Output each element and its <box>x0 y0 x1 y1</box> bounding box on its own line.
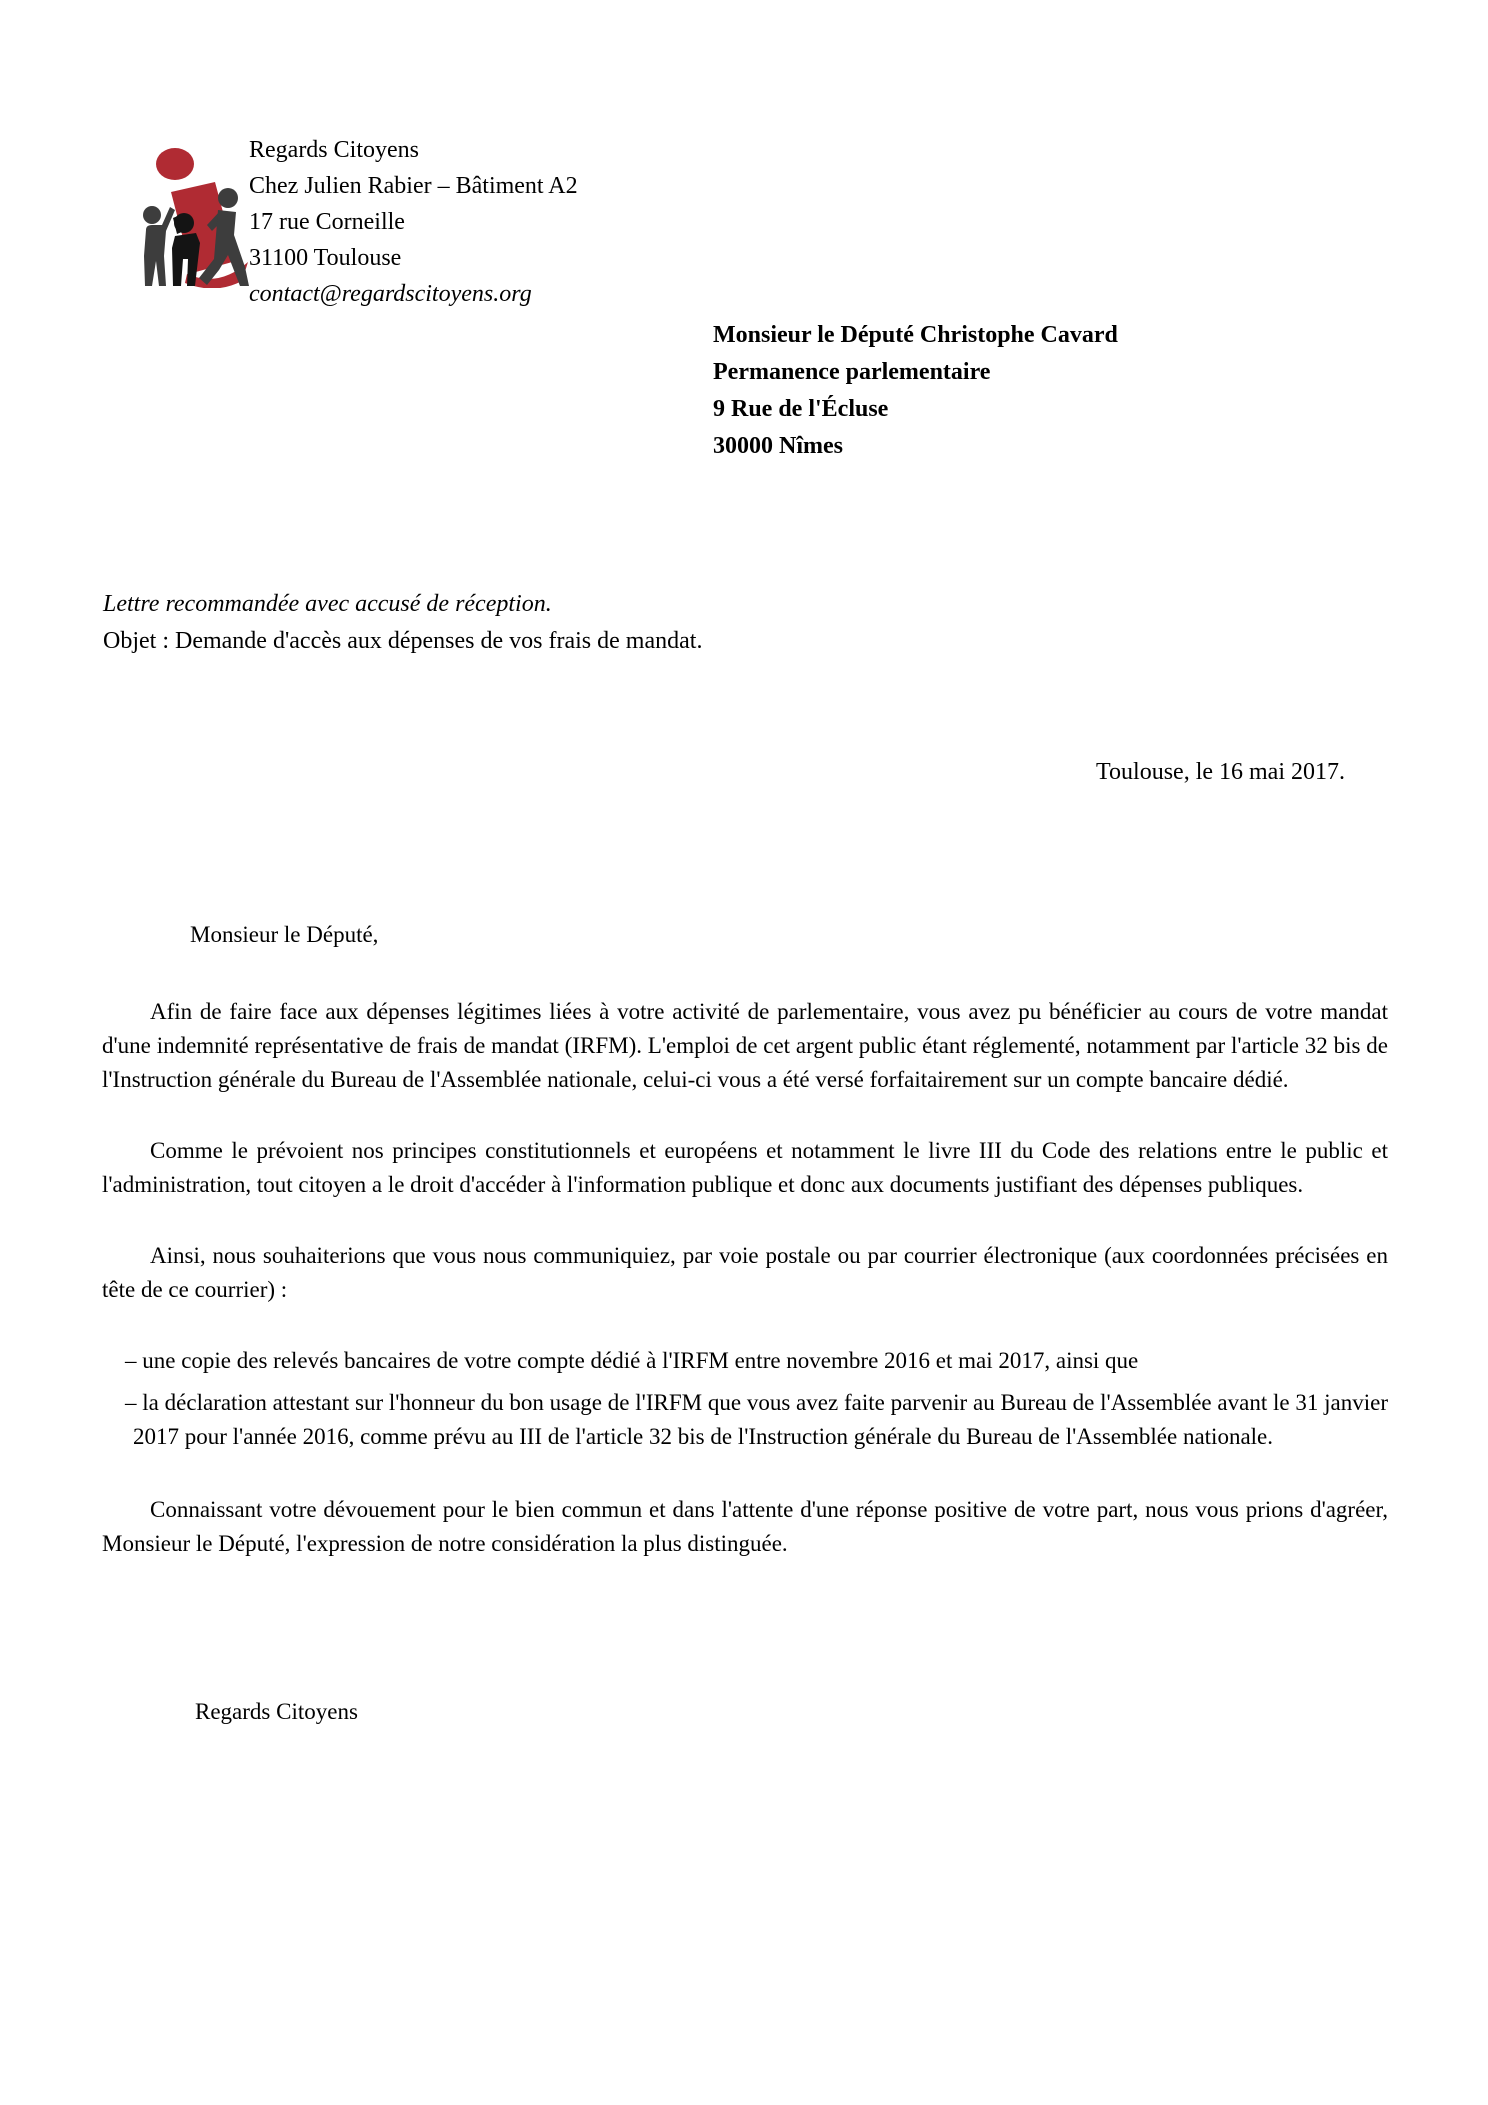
recipient-block <box>713 317 1118 465</box>
recipient-line: 30000 Nîmes <box>713 433 843 459</box>
closing-paragraph: Connaissant votre dévouement pour le bien commun et dans l'attente d'une réponse positive de votre part, nous vous prions d'agréer, Monsieur le Député, l'expression de notre considération la plus distinguée. <box>102 1497 1388 1556</box>
regards-citoyens-logo-icon <box>137 138 249 288</box>
list-item <box>125 1386 1389 1454</box>
sender-address-line: 17 rue Corneille <box>249 209 405 235</box>
paragraph: Comme le prévoient nos principes constitutionnels et européens et notamment le livre III du Code des relations entre le public et l'administration, tout citoyen a le droit d'accéder à l'information publique et donc aux documents justifiant des dépenses publiques. <box>102 1138 1388 1197</box>
sender-email: contact@regardscitoyens.org <box>249 281 532 307</box>
regards-citoyens-logo <box>137 138 249 288</box>
request-list <box>102 1344 1388 1454</box>
signature: Regards Citoyens <box>195 1699 358 1724</box>
letter-body <box>102 918 1388 1752</box>
recipient-line: Permanence parlementaire <box>713 359 991 385</box>
recipient-line: Monsieur le Député Christophe Cavard <box>713 322 1118 348</box>
bullet-dash: – <box>125 1348 137 1373</box>
sender-address-line: 31100 Toulouse <box>249 245 402 271</box>
list-item-text: une copie des relevés bancaires de votre compte dédié à l'IRFM entre novembre 2016 et mai 2017, ainsi que <box>142 1348 1139 1373</box>
registered-mail-notice: Lettre recommandée avec accusé de réception. <box>103 591 552 617</box>
sender-name: Regards Citoyens <box>249 137 419 163</box>
bullet-dash: – <box>125 1390 137 1415</box>
subject-line: Objet : Demande d'accès aux dépenses de vos frais de mandat. <box>103 628 703 654</box>
paragraph: Ainsi, nous souhaiterions que vous nous communiquiez, par voie postale ou par courrier électronique (aux coordonnées précisées en tête de ce courrier) : <box>102 1243 1388 1302</box>
salutation: Monsieur le Député, <box>190 922 379 947</box>
paragraph: Afin de faire face aux dépenses légitimes liées à votre activité de parlementaire, vous avez pu bénéficier au cours de votre mandat d'une indemnité représentative de frais de mandat (IRFM). L'emploi de cet argent public étant réglementé, notamment par l'article 32 bis de l'Instruction générale du Bureau de l'Assemblée nationale, celui-ci vous a été versé forfaitairement sur un compte bancaire dédié. <box>102 999 1388 1092</box>
reference-block <box>103 586 702 660</box>
sender-address-line: Chez Julien Rabier – Bâtiment A2 <box>249 173 578 199</box>
date-line: Toulouse, le 16 mai 2017. <box>1096 759 1345 785</box>
list-item-text: la déclaration attestant sur l'honneur du bon usage de l'IRFM que vous avez faite parvenir au Bureau de l'Assemblée avant le 31 janvier 2017 pour l'année 2016, comme prévu au III de l'article 32 bis de l'Instruction générale du Bureau de l'Assemblée nationale. <box>133 1390 1389 1449</box>
sender-block <box>249 132 578 312</box>
recipient-line: 9 Rue de l'Écluse <box>713 396 889 422</box>
list-item <box>125 1344 1388 1378</box>
